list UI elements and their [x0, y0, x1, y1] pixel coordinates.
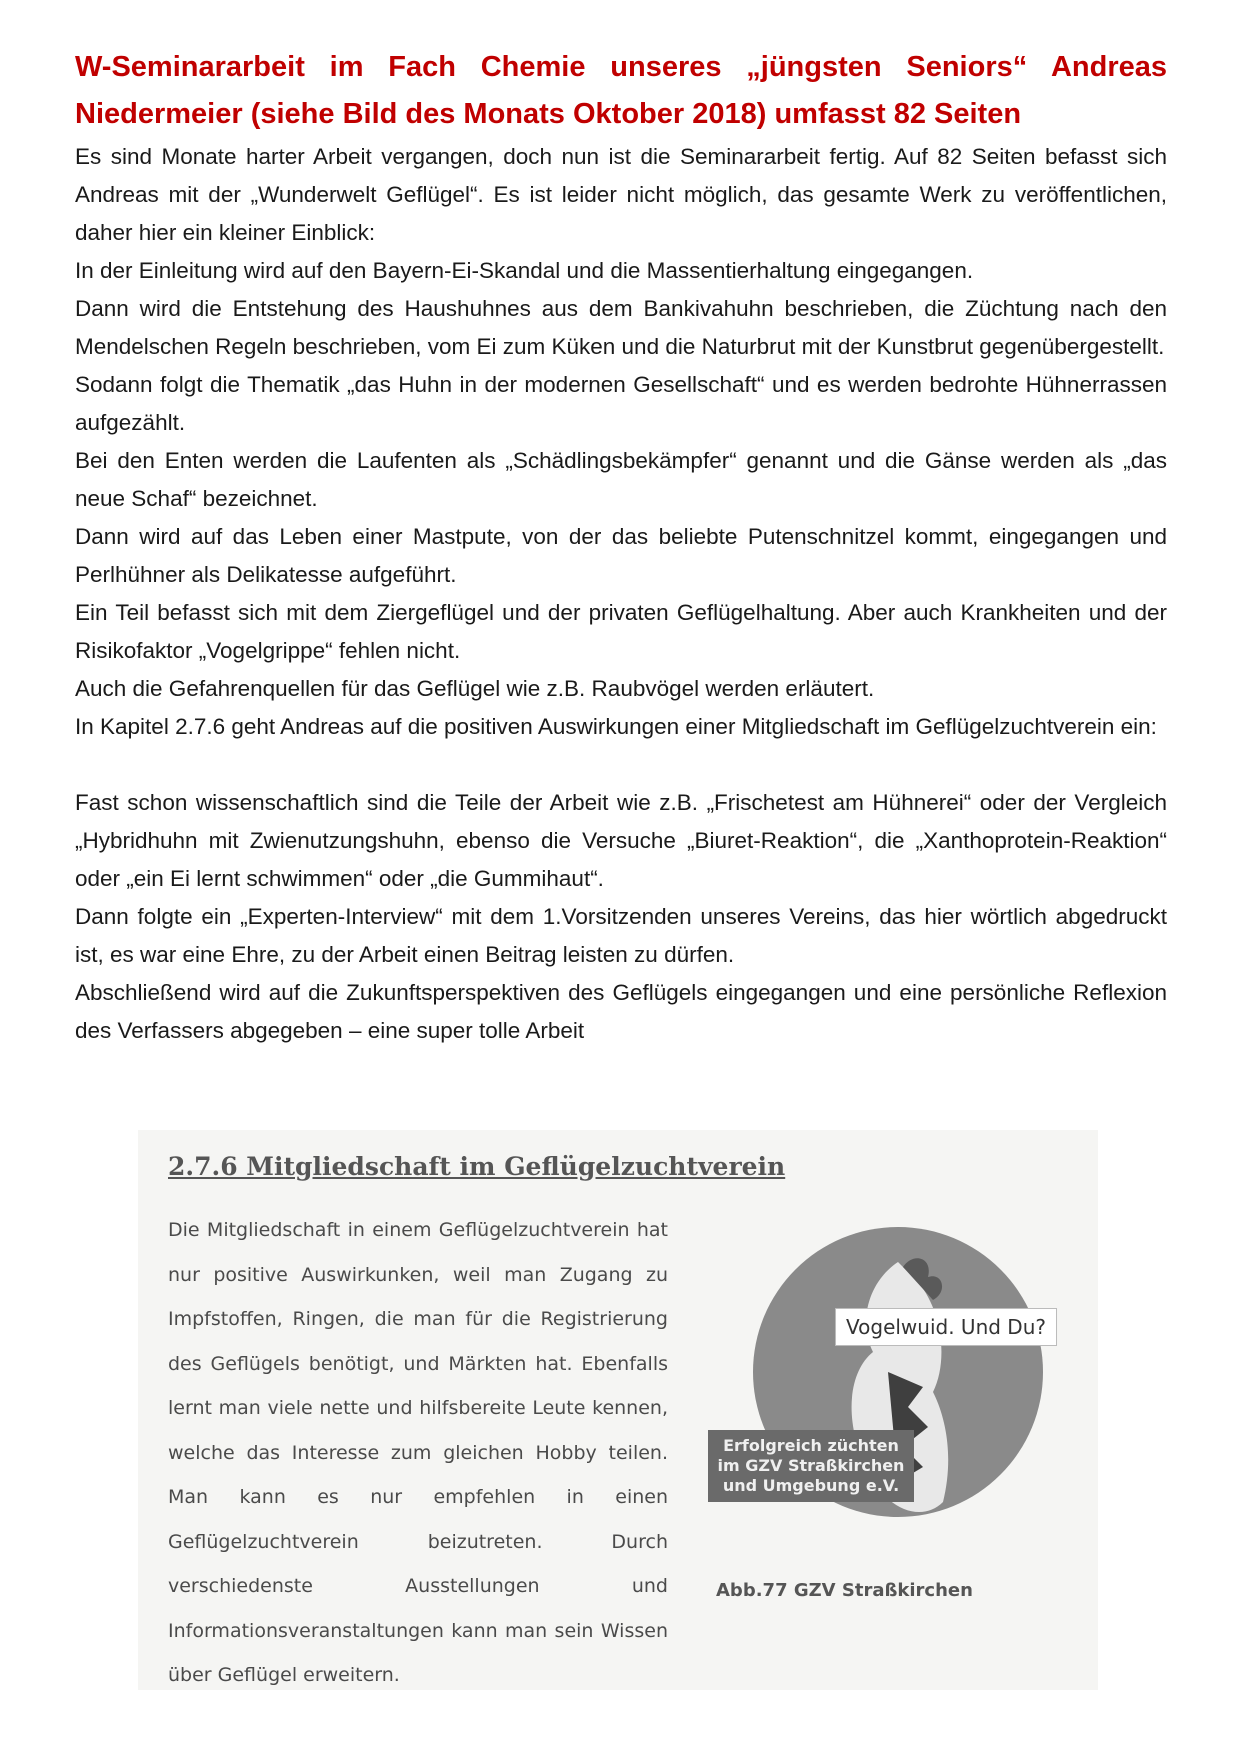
excerpt-line: über Geflügel erweitern.	[168, 1664, 400, 1686]
article	[75, 44, 1167, 1050]
article-paragraph: Dann wird die Entstehung des Haushuhnes aus dem Bankivahuhn beschrieben, die Züchtung nach den Mendelschen Regeln beschrieben, vom Ei zum Küken und die Naturbrut mit der Kunstbrut gegenübergestellt.	[75, 296, 1167, 359]
article-paragraph: Ein Teil befasst sich mit dem Ziergeflügel und der privaten Geflügelhaltung. Aber auch Krankheiten und der Risikofaktor „Vogelgrippe“ fehlen nicht.	[75, 600, 1167, 663]
excerpt-body	[168, 1208, 668, 1698]
article-paragraph: Auch die Gefahrenquellen für das Geflügel wie z.B. Raubvögel werden erläutert.	[75, 676, 875, 701]
article-paragraph: In Kapitel 2.7.6 geht Andreas auf die positiven Auswirkungen einer Mitgliedschaft im Geflügelzuchtverein ein:	[75, 714, 1157, 739]
badge-slogan: Vogelwuid. Und Du?	[835, 1308, 1057, 1346]
badge-label-line: Erfolgreich züchten	[723, 1436, 899, 1455]
excerpt-heading: 2.7.6 Mitgliedschaft im Geflügelzuchtverein	[168, 1152, 786, 1181]
article-headline: W-Seminararbeit im Fach Chemie unseres „jüngsten Seniors“ Andreas Niedermeier (siehe Bild des Monats Oktober 2018) umfasst 82 Seiten	[75, 51, 1167, 130]
badge-label-line: im GZV Straßkirchen	[717, 1456, 905, 1475]
article-paragraph: Abschließend wird auf die Zukunftsperspektiven des Geflügels eingegangen und eine persönliche Reflexion des Verfassers abgegeben – eine super tolle Arbeit	[75, 980, 1167, 1043]
excerpt-line: nur positive Auswirkunken, weil man Zugang zu	[168, 1263, 668, 1286]
excerpt-line: Geflügelzuchtverein beizutreten. Durch	[168, 1530, 668, 1553]
figure-caption: Abb.77 GZV Straßkirchen	[716, 1580, 973, 1601]
excerpt-line: welche das Interesse zum gleichen Hobby teilen.	[168, 1441, 668, 1464]
article-paragraph: Sodann folgt die Thematik „das Huhn in der modernen Gesellschaft“ und es werden bedrohte Hühnerrassen aufgezählt.	[75, 372, 1167, 435]
excerpt-line: des Geflügels benötigt, und Märkten hat. Ebenfalls	[168, 1352, 668, 1375]
badge-label	[708, 1430, 914, 1502]
article-paragraph: Fast schon wissenschaftlich sind die Teile der Arbeit wie z.B. „Frischetest am Hühnerei“ oder der Vergleich „Hybridhuhn mit Zwienutzungshuhn, ebenso die Versuche „Biuret-Reaktion“, die „Xanthoprotein-Reaktion“ oder „ein Ei lernt schwimmen“ oder „die Gummihaut“.	[75, 790, 1167, 891]
article-paragraph: In der Einleitung wird auf den Bayern-Ei-Skandal und die Massentierhaltung eingegangen.	[75, 258, 974, 283]
article-paragraph: Dann wird auf das Leben einer Mastpute, von der das beliebte Putenschnitzel kommt, eingegangen und Perlhühner als Delikatesse aufgeführt.	[75, 524, 1167, 587]
excerpt-line: Impfstoffen, Ringen, die man für die Registrierung	[168, 1308, 668, 1330]
excerpt-line: Die Mitgliedschaft in einem Geflügelzuchtverein hat	[168, 1219, 668, 1241]
article-paragraph: Bei den Enten werden die Laufenten als „Schädlingsbekämpfer“ genannt und die Gänse werden als „das neue Schaf“ bezeichnet.	[75, 448, 1167, 511]
article-paragraph: Es sind Monate harter Arbeit vergangen, doch nun ist die Seminararbeit fertig. Auf 82 Seiten befasst sich Andreas mit der „Wunderwelt Geflügel“. Es ist leider nicht möglich, das gesamte Werk zu veröffentlichen, daher hier ein kleiner Einblick:	[75, 144, 1167, 245]
excerpt-line: lernt man viele nette und hilfsbereite Leute kennen,	[168, 1397, 668, 1419]
excerpt-line: verschiedenste Ausstellungen und	[168, 1575, 668, 1597]
excerpt-line: Man kann es nur empfehlen in einen	[168, 1486, 668, 1508]
excerpt-line: Informationsveranstaltungen kann man sein Wissen	[168, 1619, 668, 1642]
paragraph-gap	[75, 746, 1167, 784]
article-paragraph: Dann folgte ein „Experten-Interview“ mit dem 1.Vorsitzenden unseres Vereins, das hier wörtlich abgedruckt ist, es war eine Ehre, zu der Arbeit einen Beitrag leisten zu dürfen.	[75, 904, 1167, 967]
scanned-excerpt	[138, 1130, 1098, 1690]
badge-label-line: und Umgebung e.V.	[722, 1476, 900, 1495]
